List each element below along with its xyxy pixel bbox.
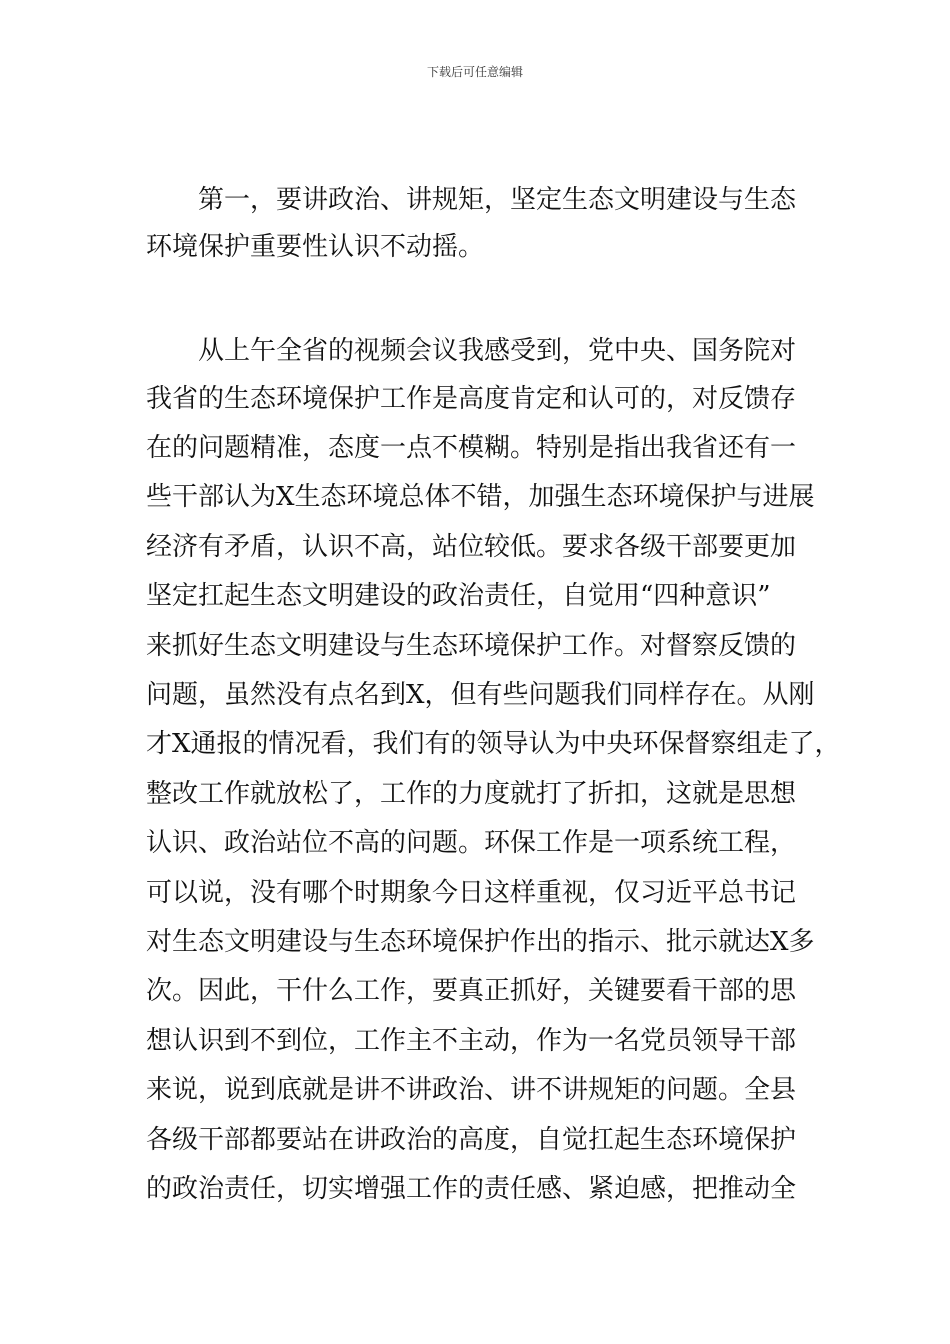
text-line: 来抓好生态文明建设与生态环境保护工作。对督察反馈的 bbox=[146, 631, 797, 661]
text-line: 我省的生态环境保护工作是高度肯定和认可的，对反馈存 bbox=[146, 384, 797, 414]
text-line: 第一，要讲政治、讲规矩，坚定生态文明建设与生态 bbox=[198, 185, 797, 215]
text-line: 整改工作就放松了，工作的力度就打了折扣，这就是思想 bbox=[146, 779, 797, 809]
text-line: 些干部认为X生态环境总体不错，加强生态环境保护与进展 bbox=[146, 482, 815, 512]
text-line: 经济有矛盾，认识不高，站位较低。要求各级干部要更加 bbox=[146, 532, 797, 562]
text-line: 可以说，没有哪个时期象今日这样重视，仅习近平总书记 bbox=[146, 878, 797, 908]
text-line: 环境保护重要性认识不动摇。 bbox=[146, 232, 485, 262]
text-line: 想认识到不到位，工作主不主动，作为一名党员领导干部 bbox=[146, 1026, 797, 1056]
text-line: 问题，虽然没有点名到X，但有些问题我们同样存在。从刚 bbox=[146, 680, 815, 710]
page-header: 下载后可任意编辑 bbox=[426, 65, 523, 79]
text-line: 次。因此，干什么工作，要真正抓好，关键要看干部的思 bbox=[146, 976, 797, 1006]
text-line: 各级干部都要站在讲政治的高度，自觉扛起生态环境保护 bbox=[146, 1125, 797, 1155]
text-line: 认识、政治站位不高的问题。环保工作是一项系统工程， bbox=[146, 828, 797, 858]
text-line: 坚定扛起生态文明建设的政治责任，自觉用“四种意识” bbox=[146, 581, 771, 611]
text-line: 在的问题精准，态度一点不模糊。特别是指出我省还有一 bbox=[146, 433, 797, 463]
text-line: 对生态文明建设与生态环境保护作出的指示、批示就达X多 bbox=[146, 927, 815, 957]
text-line: 从上午全省的视频会议我感受到，党中央、国务院对 bbox=[198, 336, 797, 366]
text-line: 才X通报的情况看，我们有的领导认为中央环保督察组走了， bbox=[146, 729, 841, 759]
text-line: 的政治责任，切实增强工作的责任感、紧迫感，把推动全 bbox=[146, 1174, 797, 1204]
text-line: 来说，说到底就是讲不讲政治、讲不讲规矩的问题。全县 bbox=[146, 1075, 797, 1105]
